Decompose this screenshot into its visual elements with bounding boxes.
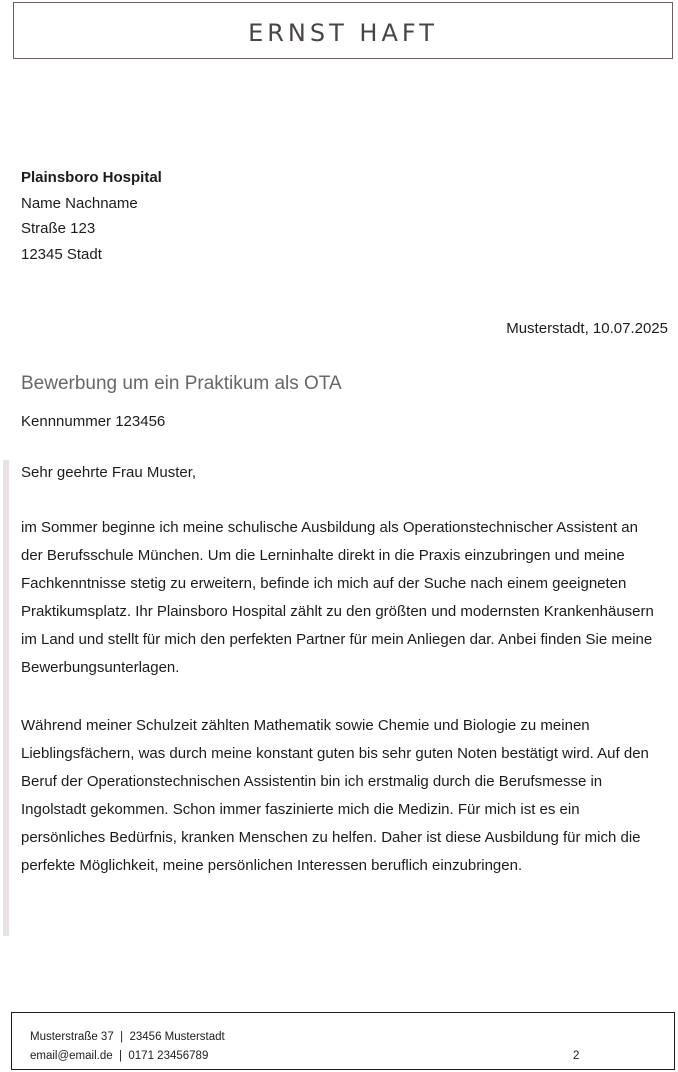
salutation: Sehr geehrte Frau Muster, bbox=[21, 464, 197, 481]
body-paragraph-1: im Sommer beginne ich meine schulische Ausbildung als Operationstechnischer Assistent an der Berufsschule München. Um die Lerninhalte direkt in die Praxis einzubringen und meine Fachkenntnisse stetig zu erweitern, befinde ich mich auf der Suche nach einem geeigneten Praktikumsplatz. Ihr Plainsboro Hospital zählt zu den größten und modernsten Krankenhäusern im Land und stellt für mich den perfekten Partner für mein Anliegen dar. Anbei finden Sie meine Bewerbungsunterlagen. bbox=[21, 519, 654, 676]
letter-subject: Bewerbung um ein Praktikum als OTA bbox=[21, 373, 342, 394]
body-paragraph-2: Während meiner Schulzeit zählten Mathematik sowie Chemie und Biologie zu meinen Lieblingsfächern, was durch meine konstant guten bis sehr guten Noten bestätigt wird. Auf den Beruf der Operationstechnischen Assistentin bin ich erstmalig durch die Berufsmesse in Ingolstadt gekommen. Schon immer faszinierte mich die Medizin. Für mich ist es ein persönliches Bedürfnis, kranken Menschen zu helfen. Daher ist diese Ausbildung für mich die perfekte Möglichkeit, meine persönlichen Interessen beruflich einzubringen. bbox=[21, 717, 649, 874]
recipient-address bbox=[21, 165, 162, 267]
page-number: 2 bbox=[573, 1050, 580, 1062]
footer-contact: email@email.de | 0171 23456789 bbox=[30, 1050, 209, 1062]
decorative-side-bar bbox=[3, 460, 9, 936]
place-date: Musterstadt, 10.07.2025 bbox=[506, 320, 668, 337]
sender-name: ERNST HAFT bbox=[248, 18, 438, 47]
footer-box bbox=[11, 1012, 675, 1070]
recipient-city: 12345 Stadt bbox=[21, 245, 102, 263]
letterhead-box bbox=[13, 2, 673, 59]
reference-number: Kennnummer 123456 bbox=[21, 413, 166, 430]
footer-address: Musterstraße 37 | 23456 Musterstadt bbox=[30, 1031, 225, 1043]
recipient-organization: Plainsboro Hospital bbox=[21, 169, 162, 186]
recipient-contact-name: Name Nachname bbox=[21, 194, 138, 212]
recipient-street: Straße 123 bbox=[21, 220, 96, 237]
